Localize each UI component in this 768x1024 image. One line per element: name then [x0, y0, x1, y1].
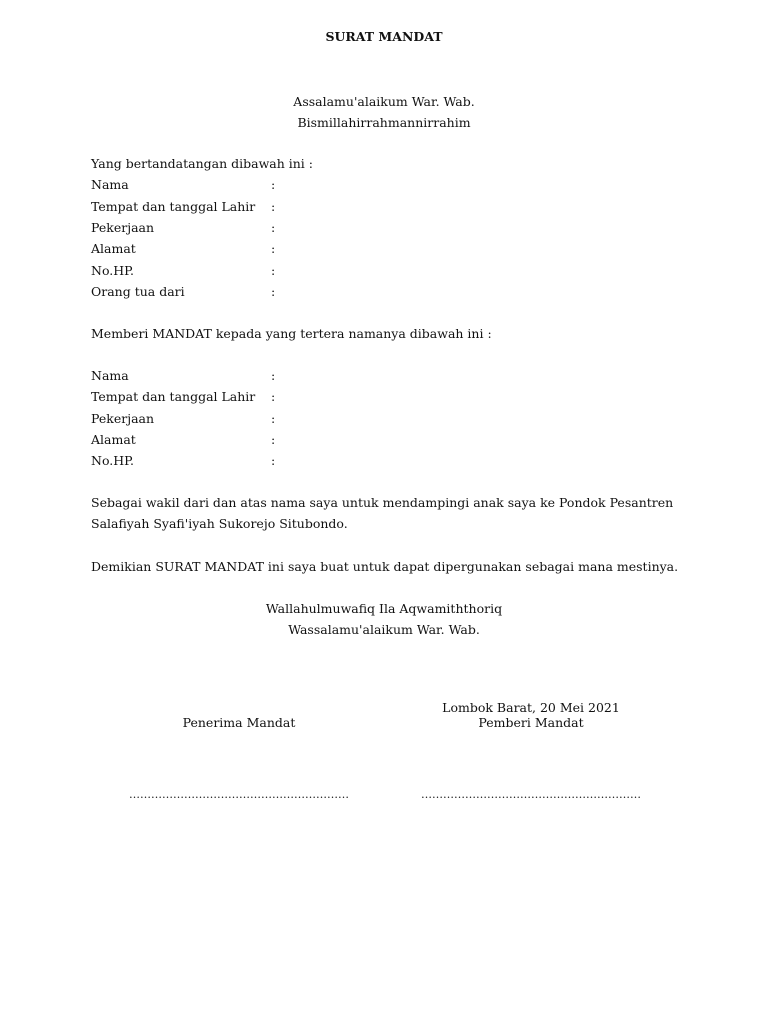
recipient-field-label: No.HP.: [91, 453, 134, 468]
field-colon: :: [271, 368, 276, 383]
giver-signature-line: ……………………………………………………: [421, 788, 641, 801]
giver-label: Pemberi Mandat: [478, 715, 584, 730]
receiver-label: Penerima Mandat: [182, 715, 296, 730]
place-and-date: Lombok Barat, 20 Mei 2021: [442, 700, 620, 715]
field-colon: :: [271, 263, 276, 278]
closing-statement: Demikian SURAT MANDAT ini saya buat untuk dapat dipergunakan sebagai mana mestinya.: [91, 559, 679, 574]
recipient-field-label: Alamat: [91, 432, 136, 447]
field-colon: :: [271, 432, 276, 447]
signer-field-label: Orang tua dari: [91, 284, 185, 299]
signer-field-label: Nama: [91, 177, 129, 192]
body-paragraph-line-1: Sebagai wakil dari dan atas nama saya untuk mendampingi anak saya ke Pondok Pesantren: [91, 495, 674, 510]
signer-field-label: Pekerjaan: [91, 220, 155, 235]
mandate-intro: Memberi MANDAT kepada yang tertera namanya dibawah ini :: [91, 326, 492, 341]
field-colon: :: [271, 199, 276, 214]
recipient-field-label: Pekerjaan: [91, 411, 155, 426]
body-paragraph-line-2: Salafiyah Syafi'iyah Sukorejo Situbondo.: [91, 516, 348, 531]
document-title: SURAT MANDAT: [325, 29, 443, 44]
signer-field-label: Alamat: [91, 241, 136, 256]
field-colon: :: [271, 389, 276, 404]
closing-greeting: Wassalamu'alaikum War. Wab.: [288, 622, 480, 637]
field-colon: :: [271, 411, 276, 426]
signer-intro: Yang bertandatangan dibawah ini :: [91, 156, 313, 171]
field-colon: :: [271, 220, 276, 235]
signer-field-label: Tempat dan tanggal Lahir: [91, 199, 256, 214]
basmala-line: Bismillahirrahmannirrahim: [297, 115, 471, 130]
closing-prayer: Wallahulmuwafiq Ila Aqwamiththoriq: [265, 601, 503, 616]
recipient-field-label: Tempat dan tanggal Lahir: [91, 389, 256, 404]
signer-field-label: No.HP.: [91, 263, 134, 278]
field-colon: :: [271, 177, 276, 192]
field-colon: :: [271, 284, 276, 299]
recipient-field-label: Nama: [91, 368, 129, 383]
receiver-signature-line: ……………………………………………………: [129, 788, 349, 801]
field-colon: :: [271, 453, 276, 468]
opening-greeting: Assalamu'alaikum War. Wab.: [293, 94, 475, 109]
field-colon: :: [271, 241, 276, 256]
